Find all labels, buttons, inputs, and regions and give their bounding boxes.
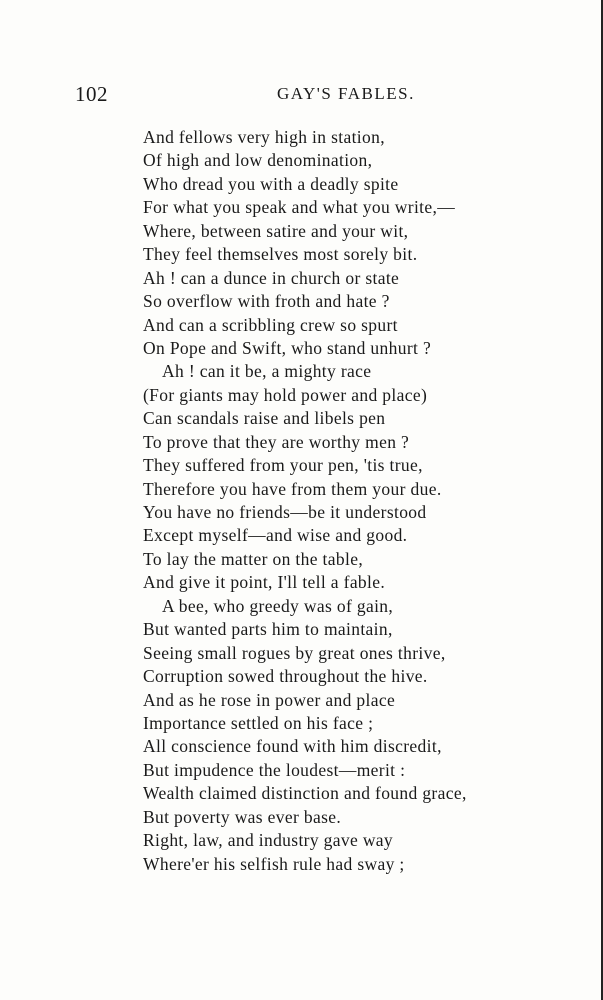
poem-line: On Pope and Swift, who stand unhurt ? — [143, 337, 432, 358]
poem-line: Corruption sowed throughout the hive. — [143, 666, 428, 687]
poem-line: Right, law, and industry gave way — [143, 830, 394, 851]
poem-line: A bee, who greedy was of gain, — [162, 595, 394, 616]
poem-line: To prove that they are worthy men ? — [143, 431, 410, 452]
poem-line: Who dread you with a deadly spite — [143, 173, 399, 194]
poem-line: Where, between satire and your wit, — [143, 220, 409, 241]
poem-line: They feel themselves most sorely bit. — [143, 244, 418, 265]
poem-line: So overflow with froth and hate ? — [143, 291, 390, 312]
poem-line: But wanted parts him to maintain, — [143, 619, 393, 640]
poem-line: For what you speak and what you write,— — [143, 197, 456, 218]
poem-line: But impudence the loudest—merit : — [143, 759, 406, 780]
poem-line: Therefore you have from them your due. — [143, 478, 442, 499]
poem-line: Can scandals raise and libels pen — [143, 408, 386, 429]
poem-line: Of high and low denomination, — [143, 150, 373, 171]
poem-line: Ah ! can it be, a mighty race — [162, 361, 372, 382]
poem-line: Where'er his selfish rule had sway ; — [143, 853, 405, 874]
poem-line: And fellows very high in station, — [143, 127, 385, 147]
running-title: GAY'S FABLES. — [277, 84, 415, 103]
poem-line: Seeing small rogues by great ones thrive, — [143, 642, 446, 663]
poem-line: To lay the matter on the table, — [143, 548, 364, 569]
poem-line: Importance settled on his face ; — [143, 712, 374, 733]
poem-line: You have no friends—be it understood — [143, 502, 427, 522]
poem-line: But poverty was ever base. — [143, 806, 342, 827]
poem-body — [143, 126, 583, 876]
poem-line: They suffered from your pen, 'tis true, — [143, 455, 423, 476]
poem-line: (For giants may hold power and place) — [143, 384, 428, 405]
poem-line: All conscience found with him discredit, — [143, 736, 442, 757]
poem-line: And can a scribbling crew so spurt — [143, 314, 398, 335]
poem-line: Except myself—and wise and good. — [143, 525, 408, 546]
page-number: 102 — [75, 82, 108, 106]
poem-line: And give it point, I'll tell a fable. — [143, 572, 386, 593]
page-header — [75, 82, 525, 110]
poem-line: Ah ! can a dunce in church or state — [143, 267, 400, 288]
poem-line: Wealth claimed distinction and found grace, — [143, 783, 467, 804]
poem-line: And as he rose in power and place — [143, 689, 396, 710]
